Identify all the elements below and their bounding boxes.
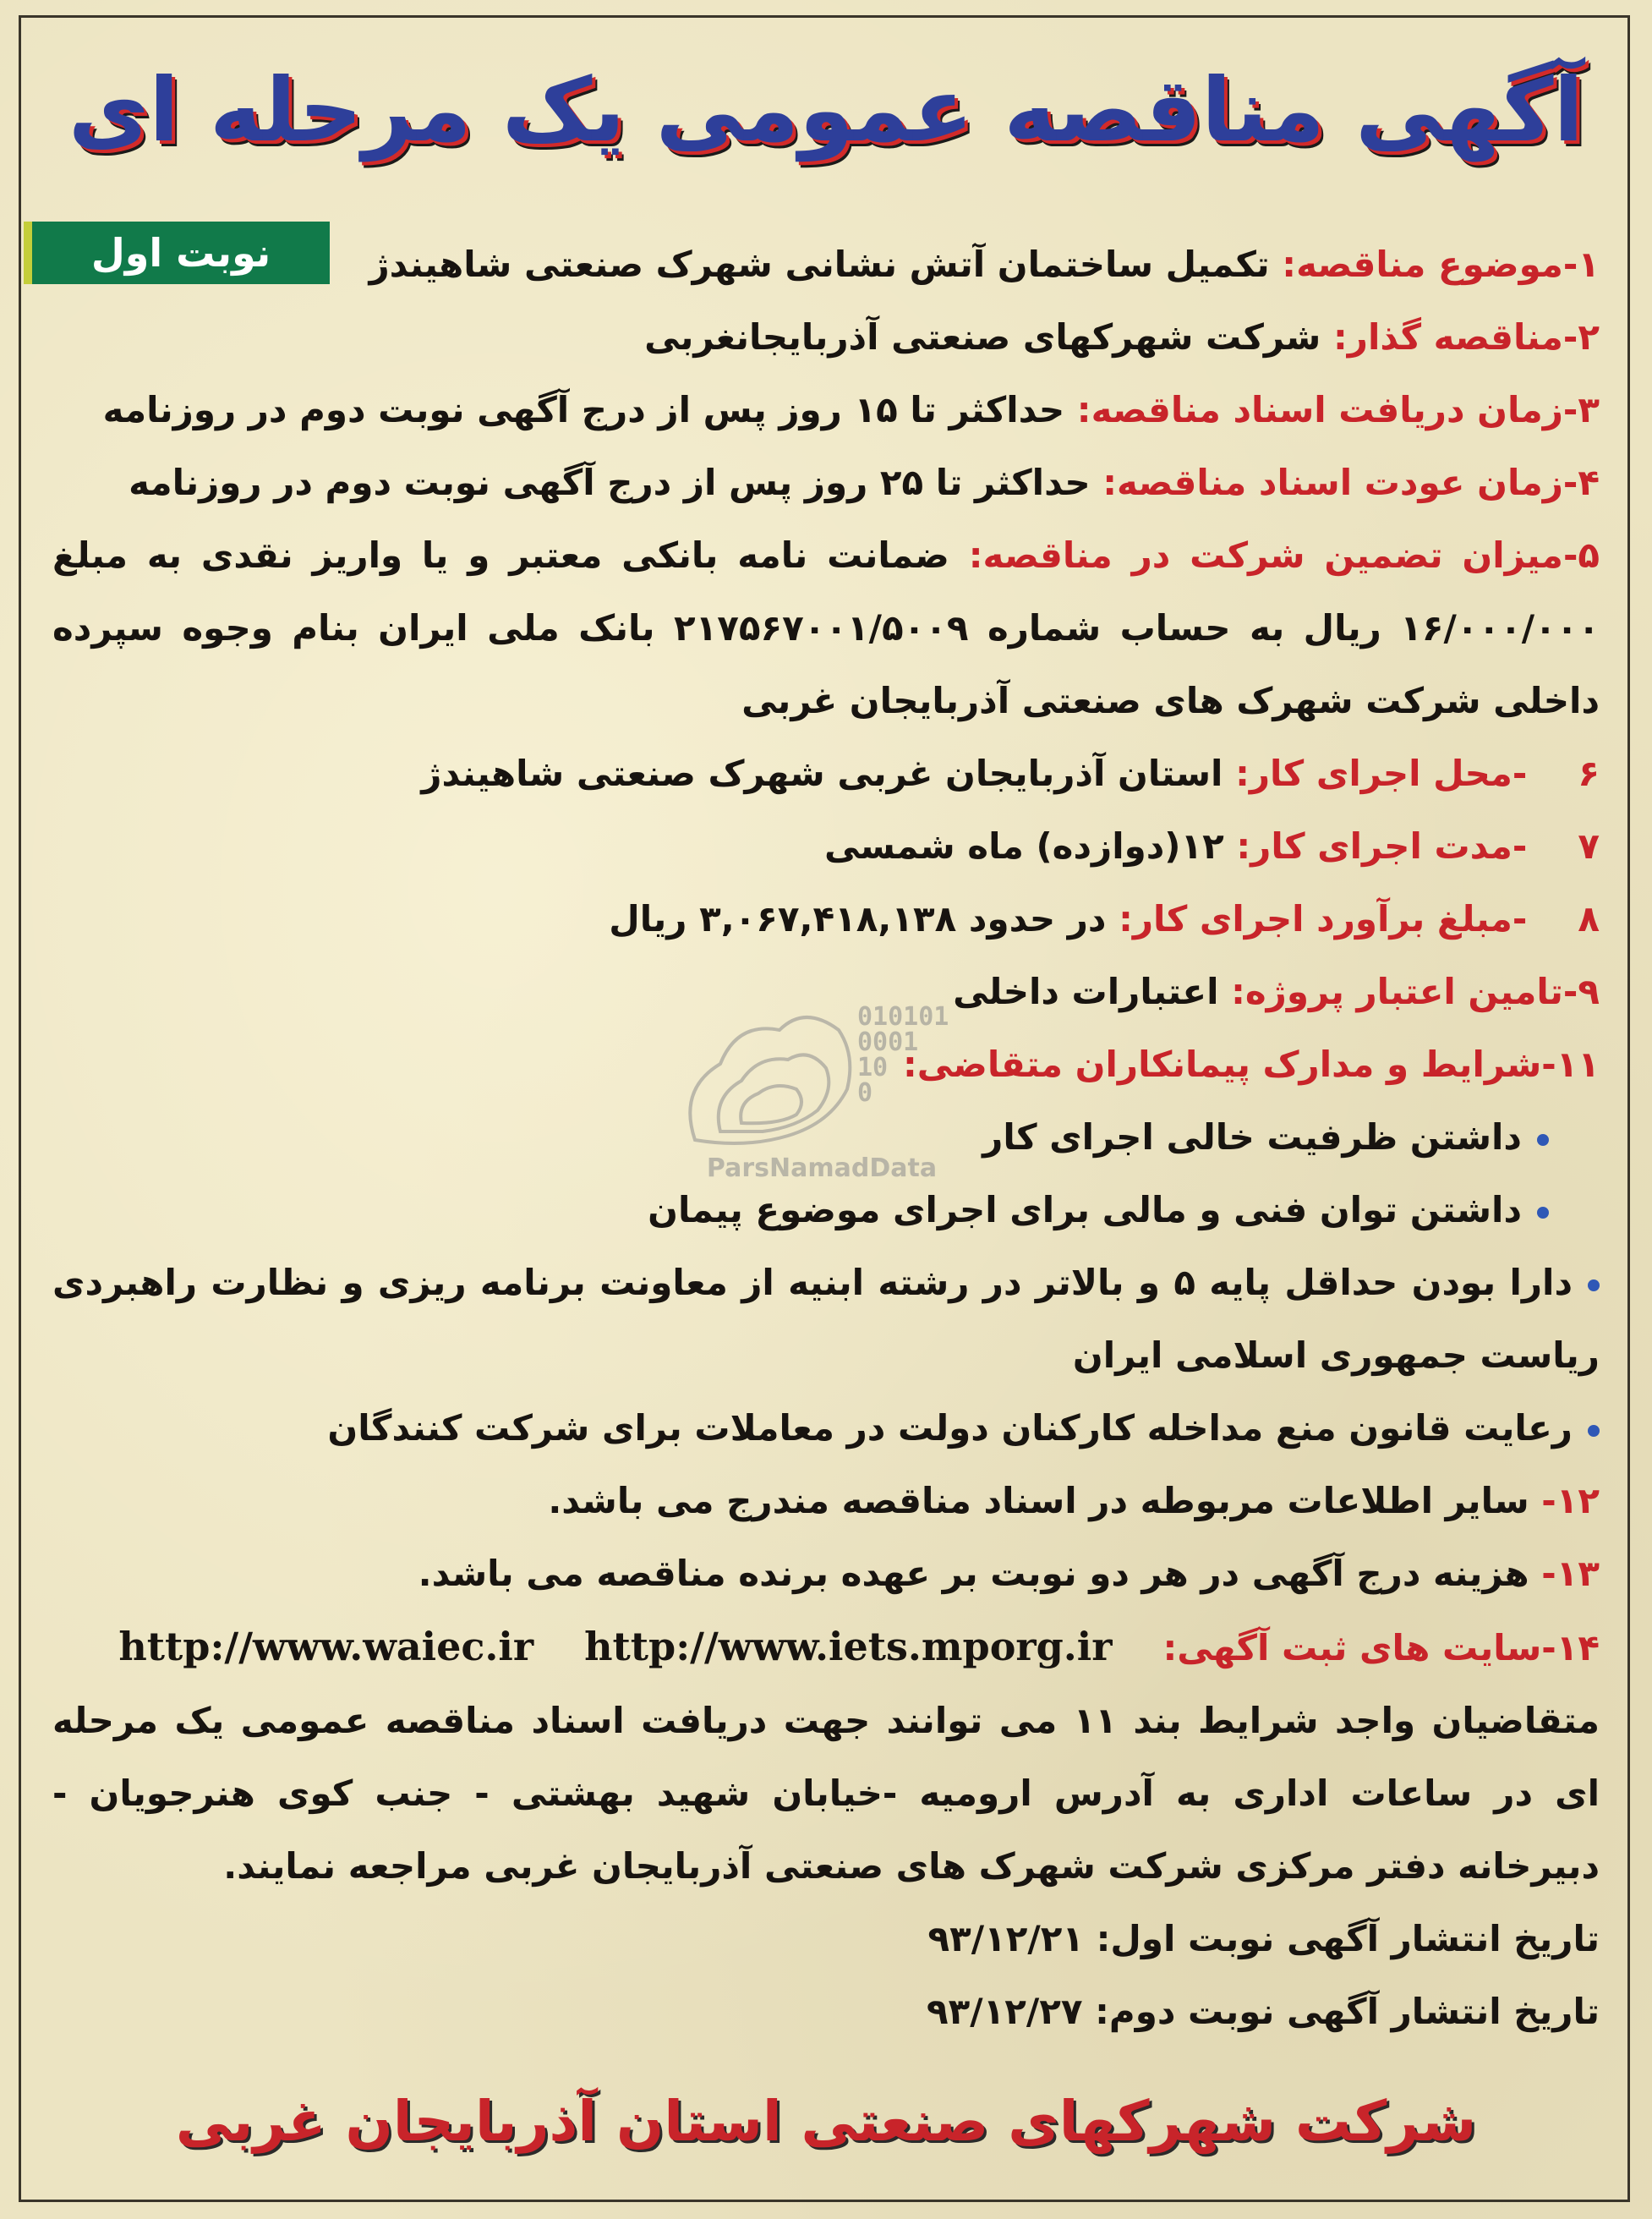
item-label: ۱۴-سایت های ثبت آگهی:	[1162, 1627, 1600, 1668]
item-text: شرکت شهرکهای صنعتی آذربایجانغربی	[644, 316, 1321, 358]
item-label: ۹-تامین اعتبار پروژه:	[1231, 971, 1600, 1012]
publication-date-second	[52, 1975, 1600, 2048]
website-link-waiec[interactable]: http://www.waiec.ir	[118, 1624, 534, 1669]
item-label: ۲-مناقصه گذار:	[1332, 316, 1600, 358]
condition-bullet: رعایت قانون منع مداخله کارکنان دولت در معاملات برای شرکت کنندگان	[52, 1392, 1600, 1465]
item-text: هزینه درج آگهی در هر دو نوبت بر عهده برنده مناقصه می باشد.	[418, 1553, 1529, 1594]
item-label: ۳-زمان دریافت اسناد مناقصه:	[1076, 389, 1600, 430]
item-document-return	[52, 447, 1600, 519]
item-guarantee	[52, 519, 1600, 737]
bullet-dot-icon	[1588, 1279, 1600, 1291]
bullet-dot-icon	[1537, 1207, 1549, 1219]
item-label: ۱۳-	[1541, 1553, 1600, 1594]
item-estimate	[52, 883, 1600, 956]
item-label: ۸-مبلغ برآورد اجرای کار:	[1119, 898, 1600, 940]
item-text: تکمیل ساختمان آتش نشانی شهرک صنعتی شاهیندژ	[369, 244, 1270, 285]
watermark-logo	[661, 988, 982, 1216]
item-text: حداکثر تا ۱۵ روز پس از درج آگهی نوبت دوم در روزنامه	[102, 389, 1065, 430]
watermark-binary: 010101 0001 10 0	[857, 1002, 949, 1108]
ad-title: آگهی مناقصه عمومی یک مرحله ای	[68, 58, 1584, 162]
date-value: ۹۳/۱۲/۲۱	[927, 1918, 1084, 1959]
date-value: ۹۳/۱۲/۲۷	[927, 1991, 1083, 2032]
item-subject	[52, 228, 1600, 301]
condition-bullet: داشتن ظرفیت خالی اجرای کار	[52, 1101, 1600, 1174]
item-label: ۱۲-	[1541, 1480, 1600, 1521]
issuer-signature: شرکت شهرکهای صنعتی استان آذربایجان غربی	[175, 2089, 1477, 2154]
watermark-brand: ParsNamadData	[706, 1153, 938, 1183]
item-text: ضمانت نامه بانکی معتبر و یا واریز نقدی به مبلغ ۱۶/۰۰۰/۰۰۰ ریال به حساب شماره ۲۱۷۵۶۷۰۰۱/۵۰۰۹ بانک ملی ایران بنام وجوه سپرده داخلی شرکت شهرک های صنعتی آذربایجان غربی	[52, 534, 1600, 721]
publication-date-first	[52, 1903, 1600, 1975]
item-other-info	[52, 1465, 1600, 1537]
closing-paragraph: متقاضیان واجد شرایط بند ۱۱ می توانند جهت دریافت اسناد مناقصه عمومی یک مرحله ای در ساعات اداری به آدرس ارومیه -خیابان شهید بهشتی - جنب کوی هنرجویان - دبیرخانه دفتر مرکزی شرکت شهرک های صنعتی آذربایجان غربی مراجعه نمایند.	[52, 1700, 1600, 1887]
item-text: اعتبارات داخلی	[953, 971, 1219, 1012]
item-label: ۶-محل اجرای کار:	[1235, 753, 1600, 794]
item-duration	[52, 810, 1600, 883]
item-text: در حدود ۳,۰۶۷,۴۱۸,۱۳۸ ریال	[609, 898, 1107, 940]
item-ad-cost	[52, 1537, 1600, 1610]
item-text: ۱۲(دوازده) ماه شمسی	[823, 825, 1224, 867]
bullet-dot-icon	[1588, 1425, 1600, 1437]
website-link-iets[interactable]: http://www.iets.mporg.ir	[584, 1624, 1113, 1669]
condition-bullet: داشتن توان فنی و مالی برای اجرای موضوع پیمان	[52, 1174, 1600, 1246]
item-text: استان آذربایجان غربی شهرک صنعتی شاهیندژ	[421, 753, 1223, 794]
item-location	[52, 737, 1600, 810]
item-label: ۱-موضوع مناقصه:	[1282, 244, 1600, 285]
item-tenderer	[52, 301, 1600, 374]
item-label: ۴-زمان عودت اسناد مناقصه:	[1102, 462, 1600, 503]
date-label: تاریخ انتشار آگهی نوبت اول:	[1096, 1918, 1600, 1959]
condition-bullet: دارا بودن حداقل پایه ۵ و بالاتر در رشته ابنیه از معاونت برنامه ریزی و نظارت راهبردی ریاست جمهوری اسلامی ایران	[52, 1262, 1600, 1376]
date-label: تاریخ انتشار آگهی نوبت دوم:	[1095, 1991, 1600, 2032]
item-text: حداکثر تا ۲۵ روز پس از درج آگهی نوبت دوم در روزنامه	[129, 462, 1091, 503]
item-label: ۵-میزان تضمین شرکت در مناقصه:	[968, 534, 1600, 576]
bullet-dot-icon	[1537, 1134, 1549, 1146]
item-websites	[52, 1610, 1600, 1685]
item-label: ۷-مدت اجرای کار:	[1236, 825, 1600, 867]
item-text: سایر اطلاعات مربوطه در اسناد مناقصه مندرج می باشد.	[548, 1480, 1529, 1521]
item-document-receipt	[52, 374, 1600, 447]
item-label: ۱۱-شرایط و مدارک پیمانکاران متقاضی:	[903, 1044, 1600, 1085]
badge-label: نوبت اول	[90, 230, 271, 276]
